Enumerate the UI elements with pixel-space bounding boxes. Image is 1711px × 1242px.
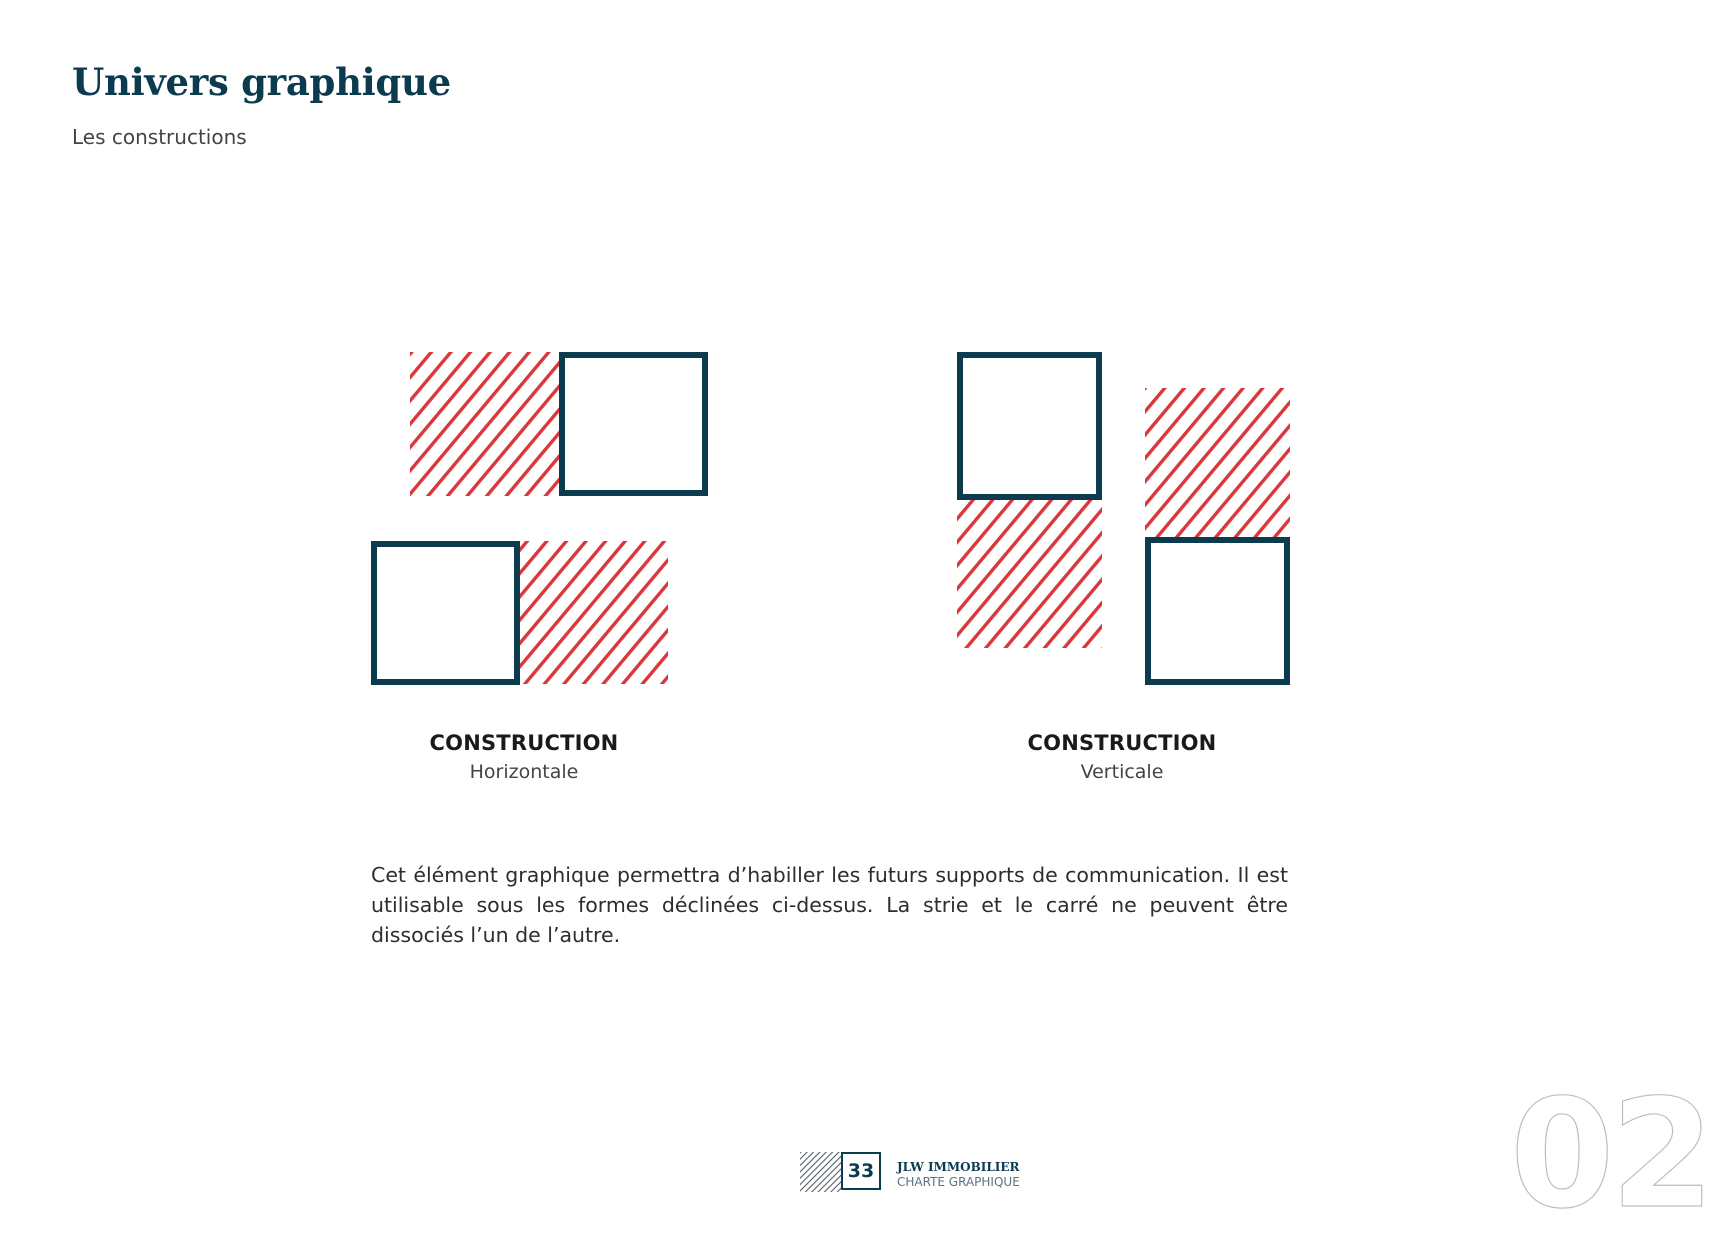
caption-title: CONSTRUCTION	[429, 731, 619, 755]
hatched-block	[518, 541, 668, 684]
outlined-square	[960, 355, 1099, 497]
footer-document-name: CHARTE GRAPHIQUE	[897, 1175, 1020, 1189]
construction-horizontal-graphic	[374, 352, 705, 684]
outlined-square	[374, 544, 517, 682]
body-paragraph: Cet élément graphique permettra d’habiller les futurs supports de communication. Il est utilisable sous les formes déclinées ci-dessus. La strie et le carré ne peuvent être dissociés l’un de l’autre.	[371, 863, 1288, 947]
hatched-block	[410, 352, 560, 496]
footer-brand: JLW IMMOBILIER	[897, 1160, 1020, 1174]
chapter-number: 02	[1510, 1068, 1711, 1242]
hatched-block	[957, 496, 1102, 648]
page-title: Univers graphique	[72, 60, 451, 104]
construction-vertical-graphic	[957, 355, 1290, 682]
page-subtitle: Les constructions	[72, 125, 247, 149]
caption-horizontal	[374, 731, 674, 783]
outlined-square	[562, 355, 705, 493]
caption-subtitle: Horizontale	[469, 761, 579, 783]
page-number: 33	[841, 1152, 881, 1190]
footer-hatch-mark	[800, 1152, 842, 1192]
caption-subtitle: Verticale	[1080, 761, 1164, 783]
caption-vertical	[972, 731, 1272, 783]
caption-title: CONSTRUCTION	[1027, 731, 1217, 755]
hatched-block	[1145, 388, 1290, 540]
outlined-square	[1148, 540, 1287, 682]
